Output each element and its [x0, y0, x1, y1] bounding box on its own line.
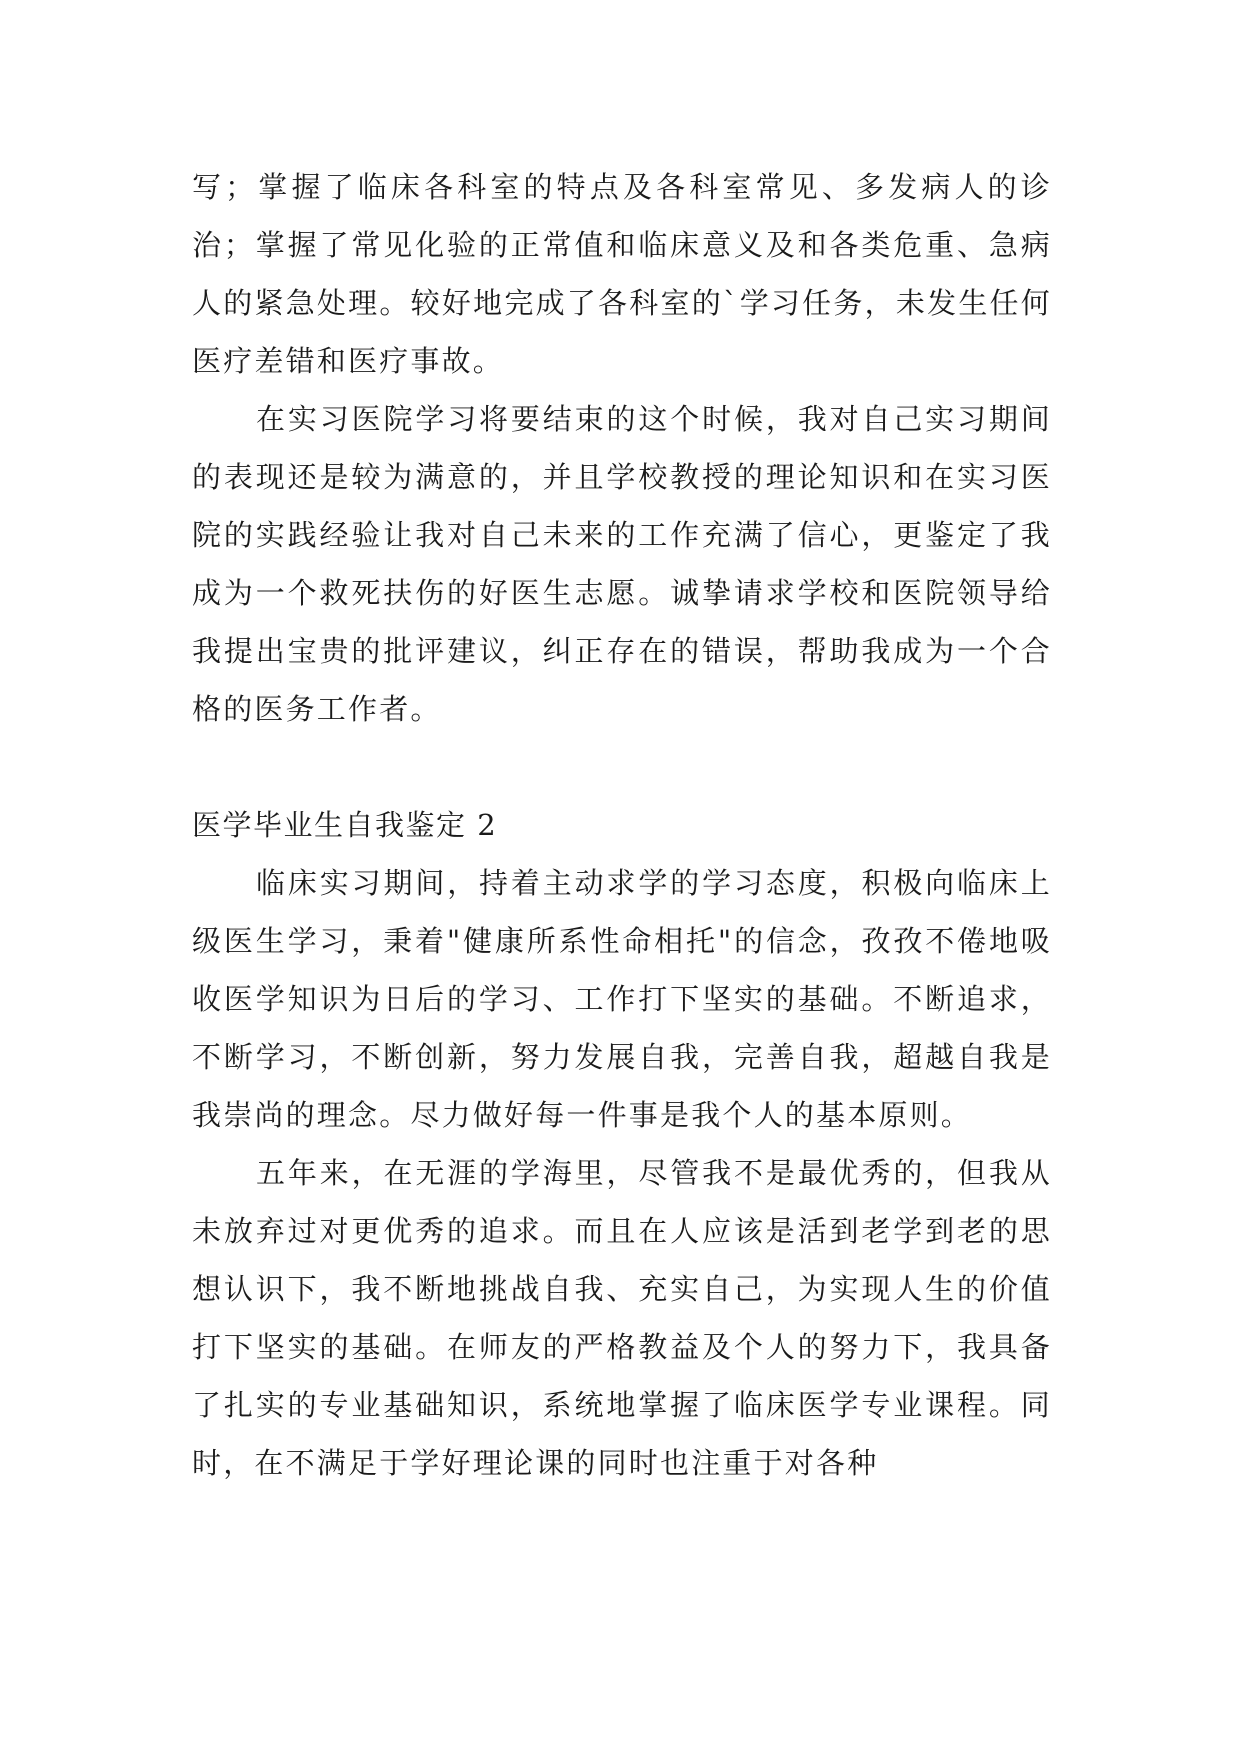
- paragraph-clinical-internship: 临床实习期间，持着主动求学的学习态度，积极向临床上级医生学习，秉着"健康所系性命相托"的信念，孜孜不倦地吸收医学知识为日后的学习、工作打下坚实的基础。不断追求，不断学习，不断创新，努力发展自我，完善自我，超越自我是我崇尚的理念。尽力做好每一件事是我个人的基本原则。: [192, 866, 1052, 1132]
- paragraph-continued: 写；掌握了临床各科室的特点及各科室常见、多发病人的诊治；掌握了常见化验的正常值和临床意义及和各类危重、急病人的紧急处理。较好地完成了各科室的`学习任务，未发生任何医疗差错和医疗事故。: [192, 170, 1052, 378]
- paragraph-five-years: 五年来，在无涯的学海里，尽管我不是最优秀的，但我从未放弃过对更优秀的追求。而且在人应该是活到老学到老的思想认识下，我不断地挑战自我、充实自己，为实现人生的价值打下坚实的基础。在师友的严格教益及个人的努力下，我具备了扎实的专业基础知识，系统地掌握了临床医学专业课程。同时，在不满足于学好理论课的同时也注重于对各种: [192, 1156, 1052, 1480]
- section-title: 医学毕业生自我鉴定 2: [192, 808, 498, 842]
- paragraph-internship-summary: 在实习医院学习将要结束的这个时候，我对自己实习期间的表现还是较为满意的，并且学校教授的理论知识和在实习医院的实践经验让我对自己未来的工作充满了信心，更鉴定了我成为一个救死扶伤的好医生志愿。诚挚请求学校和医院领导给我提出宝贵的批评建议，纠正存在的错误，帮助我成为一个合格的医务工作者。: [192, 402, 1052, 726]
- document-body: [192, 158, 1052, 1492]
